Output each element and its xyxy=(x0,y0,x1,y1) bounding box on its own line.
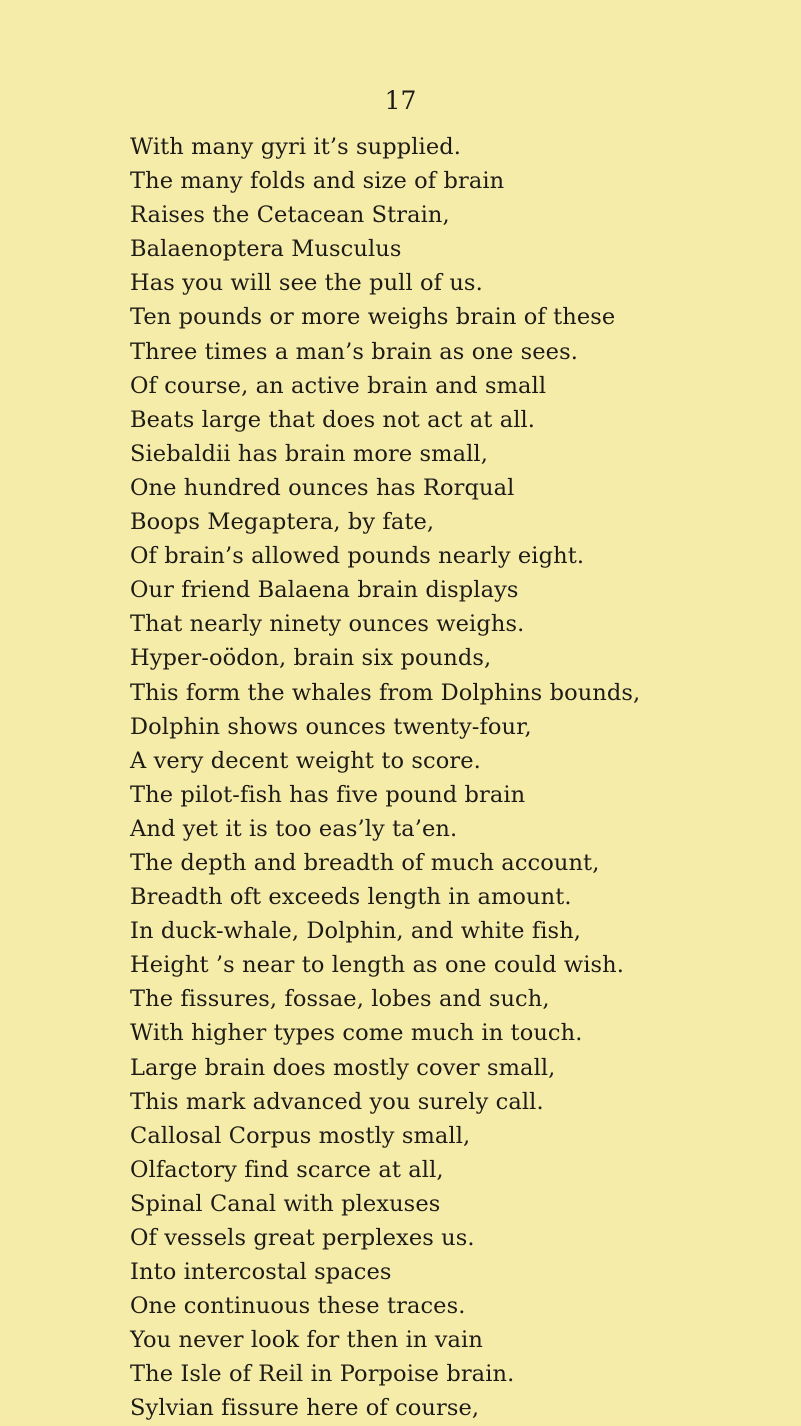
poem-line: Into intercostal spaces xyxy=(130,1259,392,1286)
poem-line: Our friend Balaena brain displays xyxy=(130,577,519,604)
poem-line: The depth and breadth of much account, xyxy=(130,849,600,876)
poem-line: Breadth oft exceeds length in amount. xyxy=(130,884,572,911)
poem-line: Height ’s near to length as one could wish. xyxy=(130,952,624,979)
poem-line: Of course, an active brain and small xyxy=(130,372,547,399)
poem-line: Sylvian fissure here of course, xyxy=(130,1395,480,1422)
poem-line: Ten pounds or more weighs brain of these xyxy=(130,304,616,331)
poem-line: In duck-whale, Dolphin, and white fish, xyxy=(130,918,582,945)
poem-line: One hundred ounces has Rorqual xyxy=(130,474,515,501)
poem-line: And yet it is too eas’ly ta’en. xyxy=(130,815,458,842)
poem-line: With many gyri it’s supplied. xyxy=(130,134,462,160)
poem-line: Callosal Corpus mostly small, xyxy=(130,1122,471,1149)
poem-line: The fissures, fossae, lobes and such, xyxy=(130,986,550,1013)
poem-line: Hyper-oödon, brain six pounds, xyxy=(130,645,492,672)
poem-line: Has you will see the pull of us. xyxy=(130,270,483,297)
poem-line: Three times a man’s brain as one sees. xyxy=(130,338,578,365)
poem-line: Olfactory find scarce at all, xyxy=(130,1156,444,1183)
poem-line: Of brain’s allowed pounds nearly eight. xyxy=(130,543,585,570)
poem-line: The pilot-fish has five pound brain xyxy=(130,781,526,808)
poem-line: That nearly ninety ounces weighs. xyxy=(130,611,525,638)
poem-line: Raises the Cetacean Strain, xyxy=(130,202,450,229)
poem-line: Siebaldii has brain more small, xyxy=(130,440,488,467)
poem-line: One continuous these traces. xyxy=(130,1293,466,1320)
poem-text xyxy=(130,130,790,1426)
poem-line: You never look for then in vain xyxy=(130,1327,483,1354)
poem-line: The Isle of Reil in Porpoise brain. xyxy=(130,1361,515,1388)
poem-line: The many folds and size of brain xyxy=(130,168,505,195)
poem-line: Boops Megaptera, by fate, xyxy=(130,509,435,536)
poem-line: A very decent weight to score. xyxy=(130,747,481,774)
poem-line: Spinal Canal with plexuses xyxy=(130,1190,441,1217)
poem-line: Dolphin shows ounces twenty-four, xyxy=(130,713,532,740)
poem-line: This form the whales from Dolphins bounds, xyxy=(130,679,641,706)
poem-line: This mark advanced you surely call. xyxy=(130,1088,544,1115)
poem-line: Large brain does mostly cover small, xyxy=(130,1054,556,1081)
poem-line: Beats large that does not act at all. xyxy=(130,406,536,433)
poem-line: Balaenoptera Musculus xyxy=(130,236,402,263)
page-number: 17 xyxy=(384,86,417,115)
poem-line: With higher types come much in touch. xyxy=(130,1020,583,1047)
poem-line: Of vessels great perplexes us. xyxy=(130,1225,475,1251)
